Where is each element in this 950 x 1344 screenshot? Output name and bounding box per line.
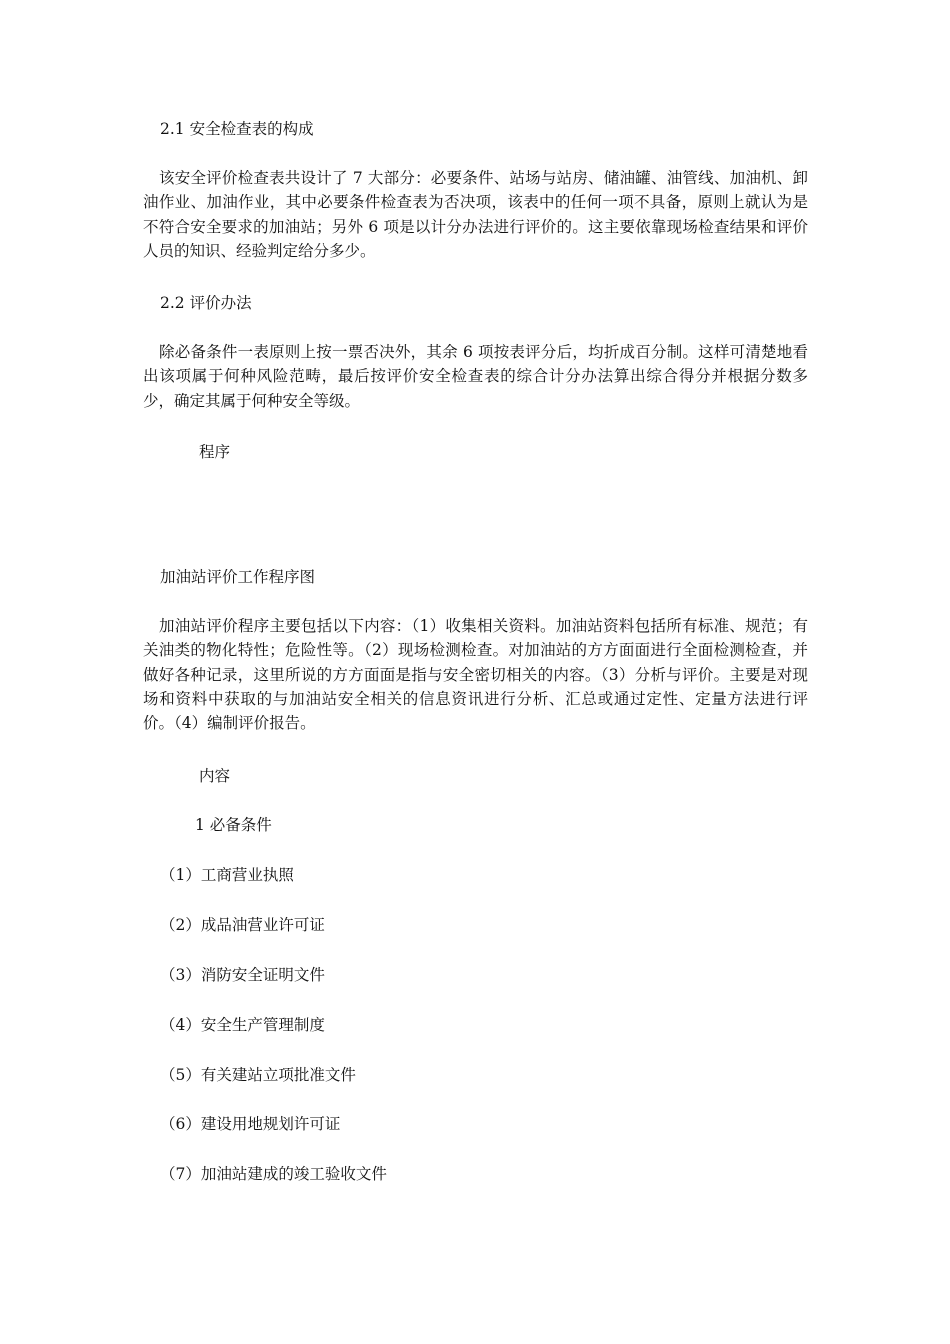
list-item: （7）加油站建成的竣工验收文件 bbox=[160, 1165, 387, 1183]
section-2-2-heading: 2.2 评价办法 bbox=[160, 294, 252, 312]
procedure-body: 加油站评价程序主要包括以下内容：（1）收集相关资料。加油站资料包括所有标准、规范；有关油类的物化特性；危险性等。（2）现场检测检查。对加油站的方方面面进行全面检测检查，并做好各种记录，这里所说的方方面面是指与安全密切相关的内容。（3）分析与评价。主要是对现场和资料中获取的与加油站安全相关的信息资讯进行分析、汇总或通过定性、定量方法进行评价。（4）编制评价报告。 bbox=[143, 617, 808, 733]
list-item: （4）安全生产管理制度 bbox=[160, 1016, 325, 1034]
procedure-heading: 程序 bbox=[199, 443, 231, 461]
figure-caption: 加油站评价工作程序图 bbox=[160, 568, 316, 586]
list-item: （3）消防安全证明文件 bbox=[160, 966, 325, 984]
requirements-heading: 1 必备条件 bbox=[195, 816, 272, 834]
section-2-1-body: 该安全评价检查表共设计了 7 大部分：必要条件、站场与站房、储油罐、油管线、加油机、卸油作业、加油作业，其中必要条件检查表为否决项，该表中的任何一项不具备，原则上就认为是不符合安全要求的加油站；另外 6 项是以计分办法进行评价的。这主要依靠现场检查结果和评价人员的知识、经验判定给分多少。 bbox=[143, 169, 808, 260]
list-item: （1）工商营业执照 bbox=[160, 866, 294, 884]
list-item: （5）有关建站立项批准文件 bbox=[160, 1066, 356, 1084]
list-item: （2）成品油营业许可证 bbox=[160, 916, 325, 934]
list-item: （6）建设用地规划许可证 bbox=[160, 1115, 341, 1133]
content-heading: 内容 bbox=[199, 767, 231, 785]
section-2-1-heading: 2.1 安全检查表的构成 bbox=[160, 120, 314, 138]
section-2-2-body: 除必备条件一表原则上按一票否决外，其余 6 项按表评分后，均折成百分制。这样可清楚地看出该项属于何种风险范畴，最后按评价安全检查表的综合计分办法算出综合得分并根据分数多少，确定其属于何种安全等级。 bbox=[143, 343, 808, 410]
